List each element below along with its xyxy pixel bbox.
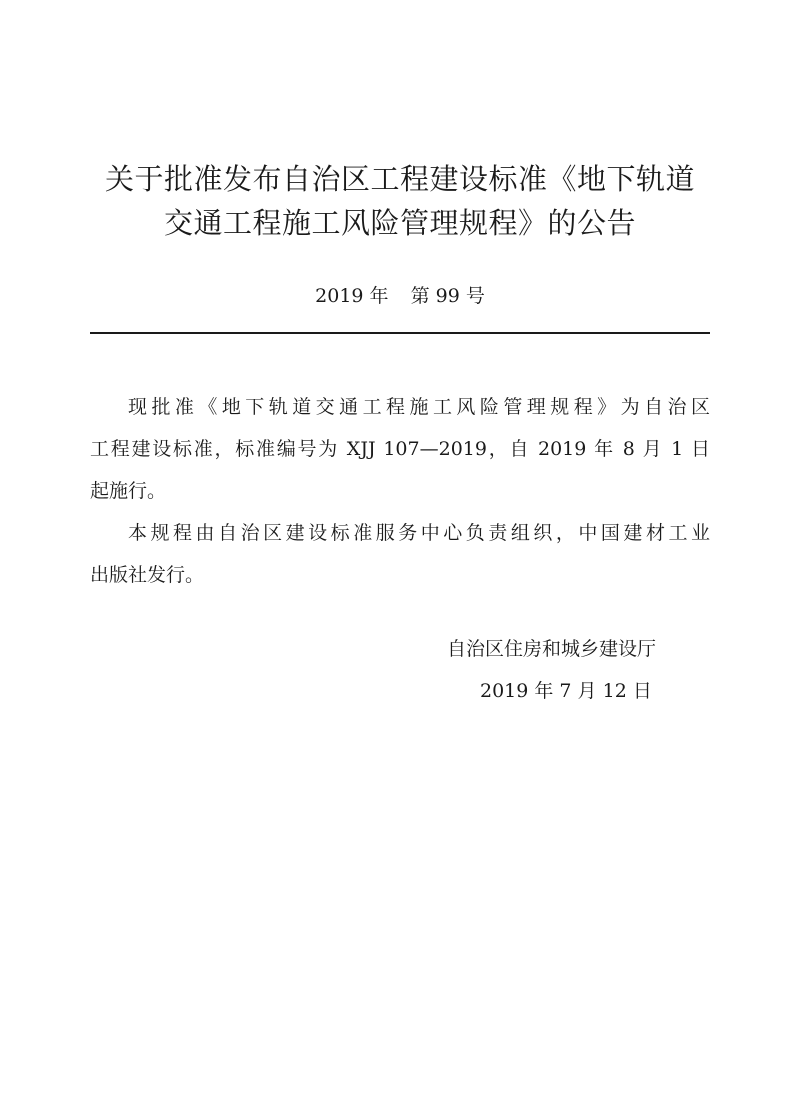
paragraph-approval-line-3: 起施行。 <box>90 480 167 502</box>
document-serial: 第 99 号 <box>410 285 485 307</box>
paragraph-approval-line-2: 工程建设标准，标准编号为 XJJ 107—2019，自 2019 年 8 月 1 日 <box>90 438 710 460</box>
issuing-authority: 自治区住房和城乡建设厅 <box>447 638 657 660</box>
header-divider <box>90 332 710 334</box>
document-number <box>90 282 710 310</box>
notice-title-line-1: 关于批准发布自治区工程建设标准《地下轨道 <box>104 162 695 196</box>
document-year: 2019 年 <box>315 285 389 307</box>
notice-title-line-2: 交通工程施工风险管理规程》的公告 <box>163 206 636 240</box>
paragraph-approval-line-1: 现批准《地下轨道交通工程施工风险管理规程》为自治区 <box>128 396 710 418</box>
issue-date: 2019 年 7 月 12 日 <box>480 680 652 702</box>
paragraph-publication-line-2: 出版社发行。 <box>90 564 205 586</box>
paragraph-publication-line-1: 本规程由自治区建设标准服务中心负责组织，中国建材工业 <box>128 522 710 544</box>
